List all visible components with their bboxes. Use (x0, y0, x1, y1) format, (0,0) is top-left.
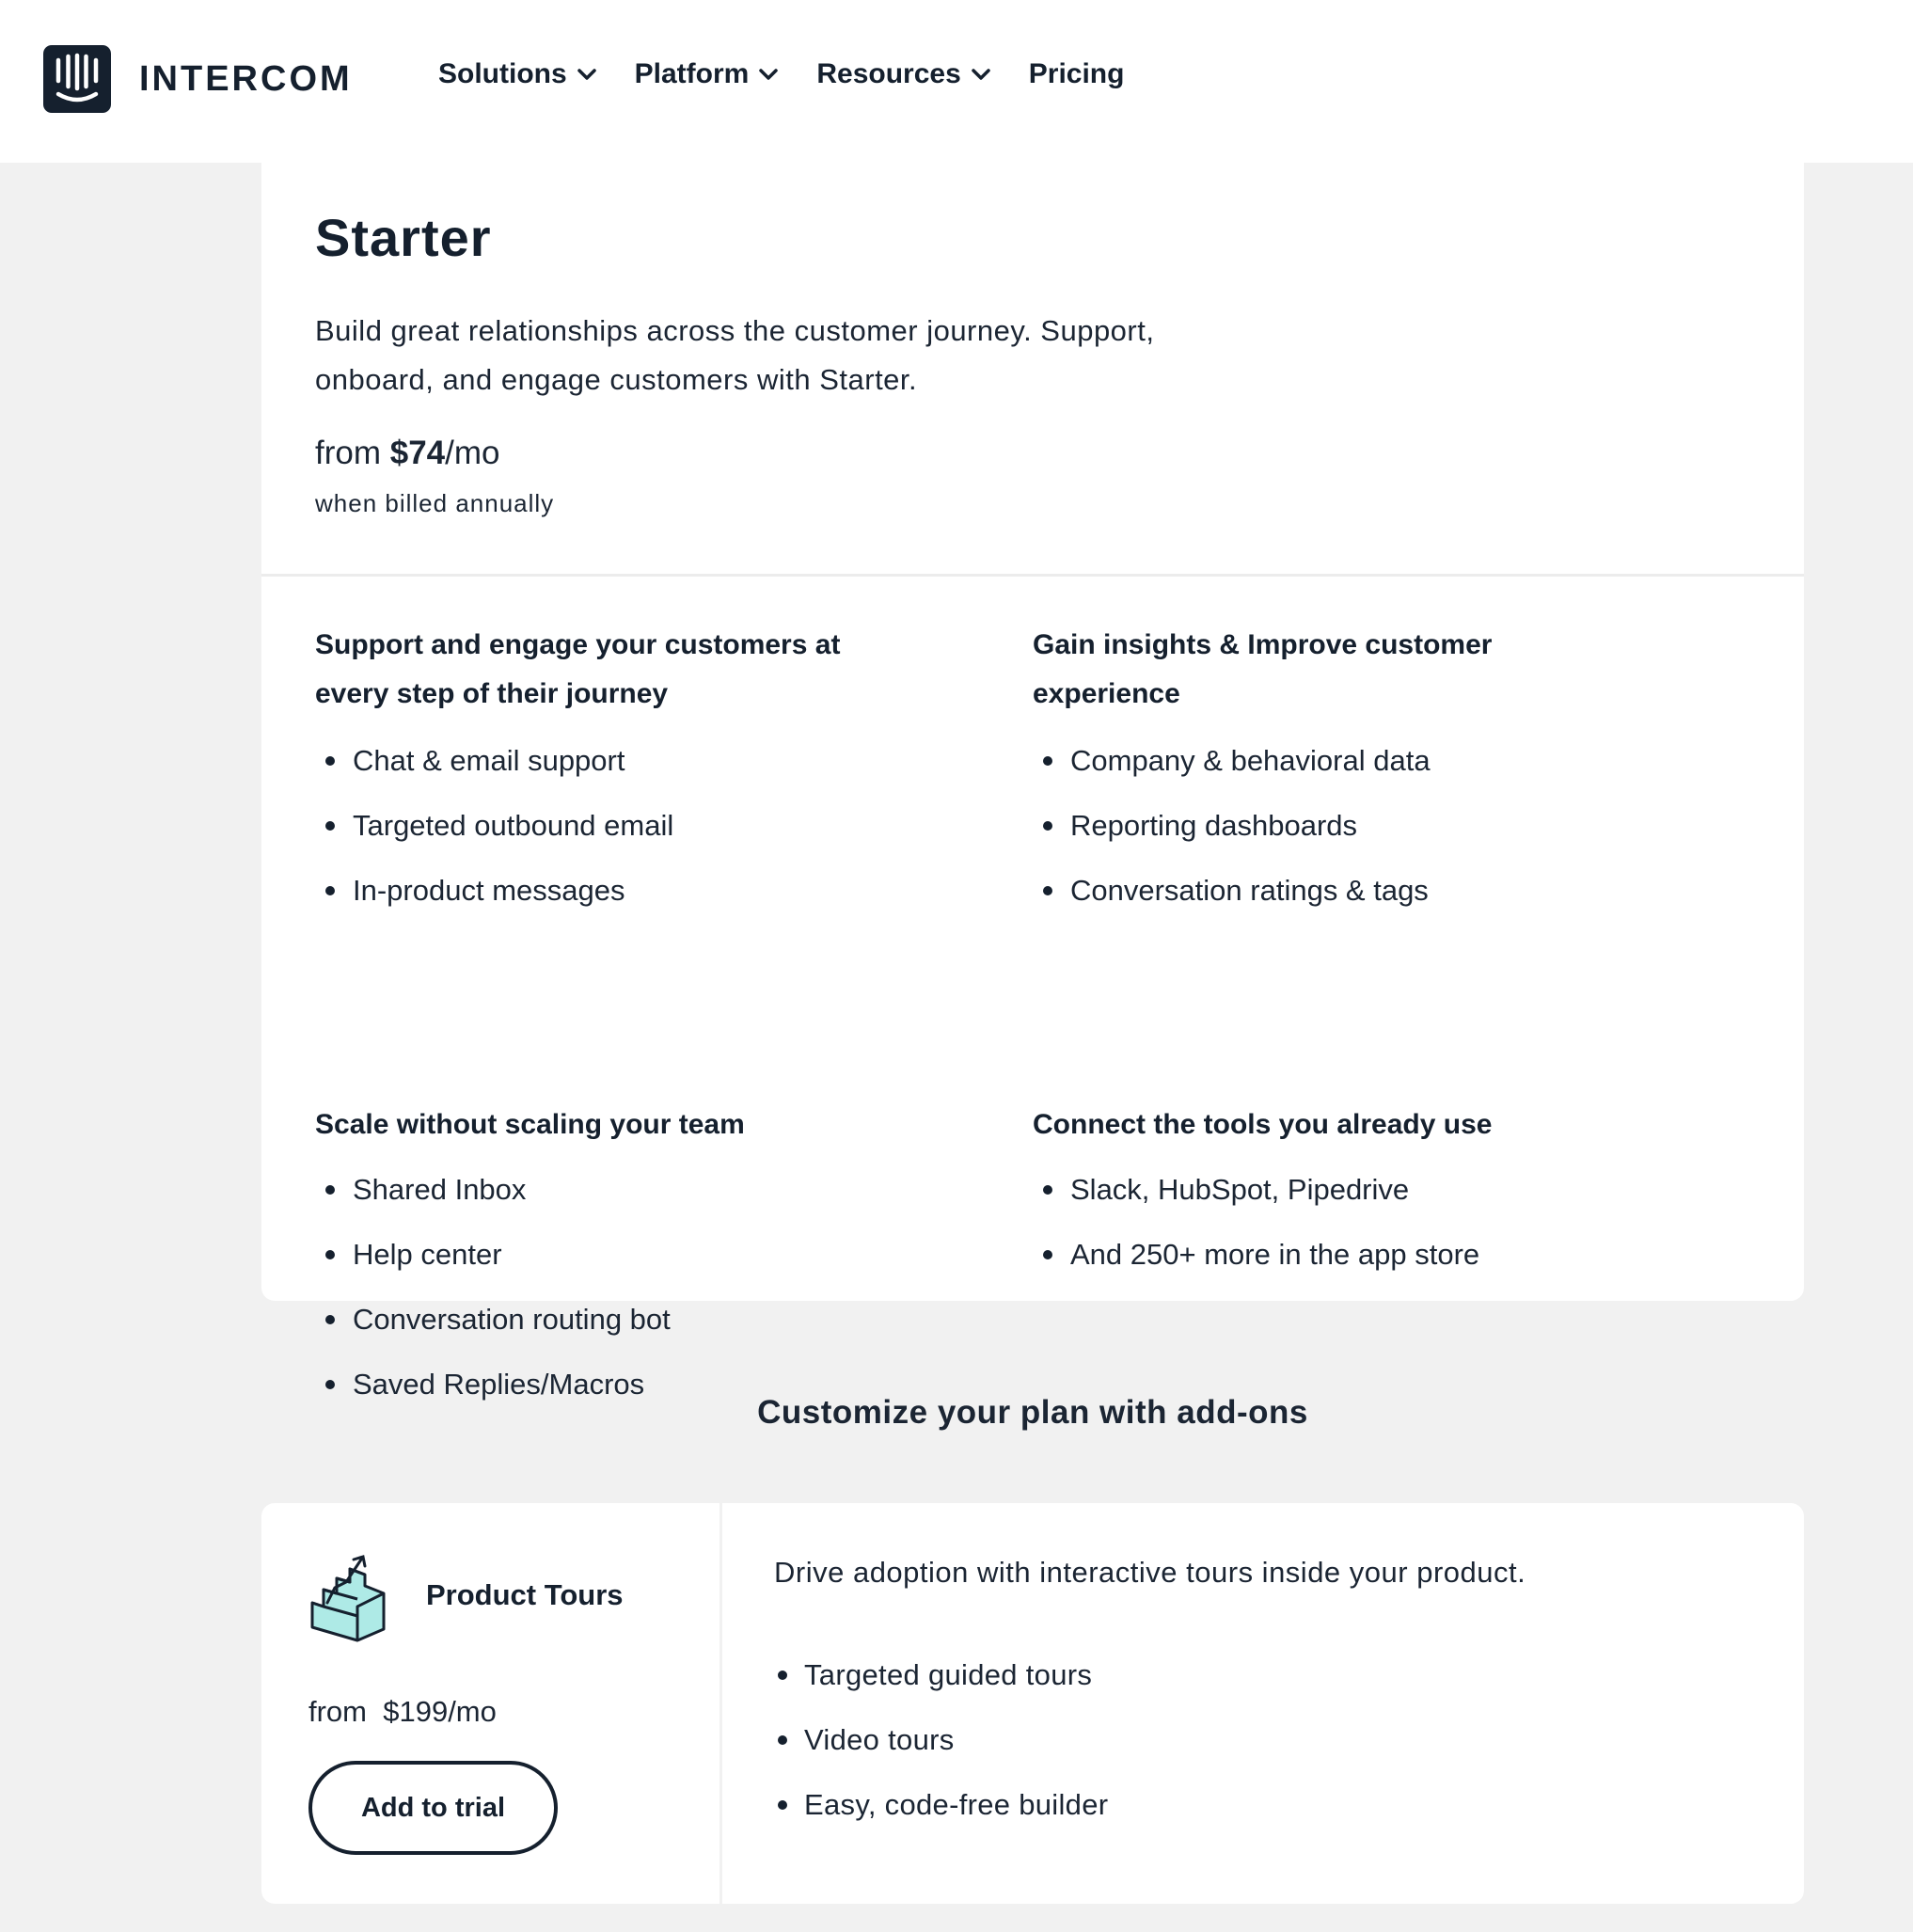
plan-description: Build great relationships across the customer journey. Support, onboard, and engage customers with Starter. (315, 314, 1155, 396)
addon-summary (261, 1503, 722, 1904)
feature-item: Slack, HubSpot, Pipedrive (1033, 1157, 1635, 1222)
feature-item: Help center (315, 1222, 917, 1287)
feature-group-heading: Gain insights & Improve customer experience (1033, 629, 1493, 709)
feature-item: Shared Inbox (315, 1157, 917, 1222)
nav-solutions-label: Solutions (438, 58, 567, 89)
nav-pricing-label: Pricing (1028, 58, 1125, 89)
plan-divider (261, 574, 1804, 577)
nav-platform-label: Platform (634, 58, 750, 89)
price-amount: $74 (389, 435, 446, 471)
logo-wordmark: INTERCOM (139, 58, 353, 99)
feature-list (1033, 728, 1635, 923)
feature-group-scale (315, 1101, 917, 1417)
feature-item: In-product messages (315, 858, 917, 923)
price-prefix: from (315, 435, 390, 471)
feature-item: And 250+ more in the app store (1033, 1222, 1635, 1287)
feature-group-heading: Support and engage your customers at every step of their journey (315, 629, 841, 709)
feature-list (315, 1157, 917, 1417)
feature-list (1033, 1157, 1635, 1287)
addon-card-product-tours (261, 1503, 1804, 1904)
feature-item: Company & behavioral data (1033, 728, 1635, 793)
feature-item: Targeted outbound email (315, 793, 917, 858)
nav-resources-label: Resources (816, 58, 961, 89)
addon-feature-list (774, 1642, 1108, 1837)
addon-name: Product Tours (426, 1578, 624, 1611)
price-suffix: /mo (445, 435, 500, 471)
feature-group-integrations (1033, 1101, 1635, 1287)
intercom-logo[interactable] (43, 45, 353, 113)
chevron-down-icon (577, 68, 597, 81)
feature-group-insights (1033, 621, 1635, 923)
main-nav (438, 58, 1162, 90)
feature-list (315, 728, 917, 923)
intercom-logo-icon (43, 45, 111, 113)
chevron-down-icon (758, 68, 779, 81)
addon-feature-item: Video tours (774, 1707, 1108, 1772)
plan-title: Starter (315, 208, 492, 267)
nav-pricing[interactable] (1029, 58, 1125, 90)
feature-item: Reporting dashboards (1033, 793, 1635, 858)
stairs-arrow-icon (308, 1554, 387, 1651)
feature-item: Conversation ratings & tags (1033, 858, 1635, 923)
addon-feature-item: Easy, code-free builder (774, 1772, 1108, 1837)
addon-feature-item: Targeted guided tours (774, 1642, 1108, 1707)
nav-platform[interactable] (635, 58, 780, 90)
feature-item: Conversation routing bot (315, 1287, 917, 1352)
starter-plan-card (261, 141, 1804, 1401)
feature-item: Saved Replies/Macros (315, 1352, 917, 1417)
add-to-trial-button[interactable]: Add to trial (308, 1761, 558, 1855)
plan-price (315, 435, 500, 472)
feature-item: Chat & email support (315, 728, 917, 793)
addon-description: Drive adoption with interactive tours inside your product. (774, 1556, 1526, 1589)
site-header (0, 0, 1913, 163)
addon-price: from $199/mo (308, 1695, 497, 1728)
feature-group-heading: Connect the tools you already use (1033, 1109, 1493, 1140)
chevron-down-icon (971, 68, 991, 81)
feature-group-heading: Scale without scaling your team (315, 1109, 745, 1140)
feature-group-support (315, 621, 917, 923)
billing-note: when billed annually (315, 489, 555, 517)
nav-resources[interactable] (816, 58, 990, 90)
addons-title: Customize your plan with add-ons (757, 1394, 1308, 1431)
nav-solutions[interactable] (438, 58, 597, 90)
